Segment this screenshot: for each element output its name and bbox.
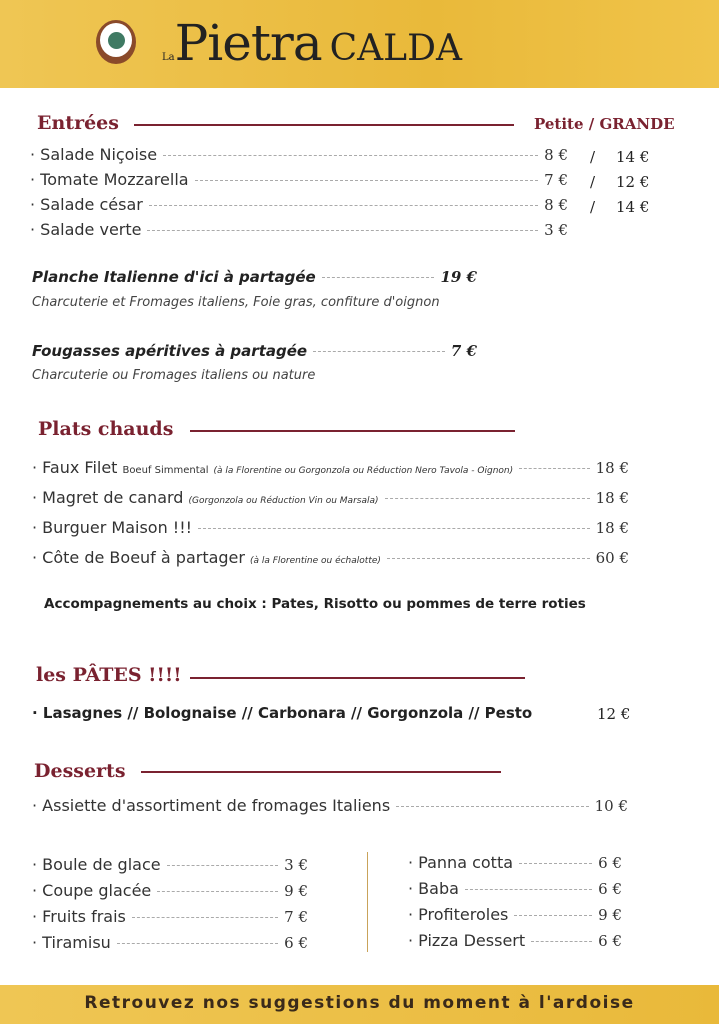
- item-price: 6 €: [284, 934, 308, 952]
- item-name: · Tomate Mozzarella: [30, 170, 189, 189]
- brand-title: [162, 14, 462, 72]
- brand-sub: CALDA: [329, 28, 462, 69]
- dessert-item: [408, 931, 622, 950]
- dotted-leader: [198, 528, 590, 529]
- section-title-entrees: Entrées: [37, 112, 119, 134]
- item-note: (à la Florentine ou Gorgonzola ou Réduction Nero Tavola - Oignon): [213, 466, 514, 476]
- dessert-item: [32, 907, 308, 926]
- item-price: 3 €: [284, 856, 308, 874]
- item-price: 18 €: [595, 519, 629, 537]
- item-name: · Fruits frais: [32, 907, 126, 926]
- dotted-leader: [167, 865, 279, 866]
- item-name: · Côte de Boeuf à partager: [32, 548, 245, 567]
- item-name: · Pizza Dessert: [408, 931, 526, 950]
- price-grande: 14 €: [616, 148, 650, 166]
- pates-list: · Lasagnes // Bolognaise // Carbonara // Gorgonzola // Pesto: [32, 704, 533, 722]
- menu-item: [32, 488, 629, 507]
- item-name: · Boule de glace: [32, 855, 161, 874]
- dessert-item: [408, 879, 622, 898]
- size-separator: /: [590, 198, 596, 216]
- price-grande: 14 €: [616, 198, 650, 216]
- dotted-leader: [157, 891, 278, 892]
- item-price: 9 €: [284, 882, 308, 900]
- dotted-leader: [385, 498, 590, 499]
- item-name: · Baba: [408, 879, 459, 898]
- dotted-leader: [195, 180, 539, 181]
- pates-price: 12 €: [597, 705, 631, 723]
- menu-item: [30, 145, 568, 164]
- footer-banner: Retrouvez nos suggestions du moment à l'ardoise: [0, 985, 719, 1024]
- price-petite: 8 €: [544, 146, 568, 164]
- fougasses-description: Charcuterie ou Fromages italiens ou nature: [32, 368, 316, 383]
- dessert-item: [408, 905, 622, 924]
- item-name: · Panna cotta: [408, 853, 514, 872]
- menu-item: [30, 170, 568, 189]
- brand-prefix: La: [162, 52, 175, 63]
- column-divider: [367, 852, 368, 952]
- dotted-leader: [147, 230, 538, 231]
- price-petite: 8 €: [544, 196, 568, 214]
- planche-item: Planche Italienne d'ici à partagée 19 €: [32, 268, 477, 286]
- dessert-item: [32, 855, 308, 874]
- dotted-leader: [149, 205, 538, 206]
- section-title-plats: Plats chauds: [38, 418, 174, 440]
- divider: [141, 771, 501, 773]
- section-title-pates: les PÂTES !!!!: [36, 664, 182, 686]
- item-extra: Boeuf Simmental: [122, 465, 209, 476]
- item-price: 6 €: [598, 854, 622, 872]
- fougasses-item: Fougasses apéritives à partagée 7 €: [32, 342, 477, 360]
- dotted-leader: [531, 941, 592, 942]
- item-name: · Magret de canard: [32, 488, 184, 507]
- item-name: · Salade Niçoise: [30, 145, 158, 164]
- dotted-leader: [387, 558, 590, 559]
- dotted-leader: [163, 155, 538, 156]
- item-price: 6 €: [598, 932, 622, 950]
- menu-item: [30, 195, 568, 214]
- dotted-leader: [117, 943, 278, 944]
- dotted-leader: [514, 915, 592, 916]
- divider: [190, 430, 515, 432]
- dotted-leader: [465, 889, 592, 890]
- planche-description: Charcuterie et Fromages italiens, Foie gras, confiture d'oignon: [32, 295, 440, 310]
- dessert-item: [32, 881, 308, 900]
- logo-icon: [96, 20, 136, 64]
- item-name: · Tiramisu: [32, 933, 111, 952]
- dotted-leader: [132, 917, 278, 918]
- dessert-item: [32, 933, 308, 952]
- dessert-item: [408, 853, 622, 872]
- item-name: · Burguer Maison !!!: [32, 518, 193, 537]
- item-price: 18 €: [595, 489, 629, 507]
- item-name: · Salade verte: [30, 220, 142, 239]
- menu-item: [32, 518, 629, 537]
- item-price: 18 €: [595, 459, 629, 477]
- dotted-leader: [519, 468, 589, 469]
- item-name: · Profiteroles: [408, 905, 509, 924]
- dotted-leader: [519, 863, 592, 864]
- dessert-cheese: · Assiette d'assortiment de fromages Italiens 10 €: [32, 796, 628, 815]
- accompaniments-note: Accompagnements au choix : Pates, Risotto ou pommes de terre roties: [44, 596, 586, 612]
- divider: [134, 124, 514, 126]
- menu-item: [32, 548, 629, 567]
- item-name: · Faux Filet: [32, 458, 118, 477]
- section-title-desserts: Desserts: [34, 760, 126, 782]
- menu-item: [30, 220, 568, 239]
- price-grande: 12 €: [616, 173, 650, 191]
- item-name: · Coupe glacée: [32, 881, 152, 900]
- divider: [190, 677, 525, 679]
- size-separator: /: [590, 148, 596, 166]
- header-banner: [0, 0, 719, 88]
- column-headers: Petite / GRANDE: [534, 115, 675, 133]
- item-note: (Gorgonzola ou Réduction Vin ou Marsala): [188, 496, 379, 506]
- size-separator: /: [590, 173, 596, 191]
- item-price: 60 €: [595, 549, 629, 567]
- item-price: 6 €: [598, 880, 622, 898]
- brand-main: Pietra: [174, 14, 322, 72]
- price-petite: 3 €: [544, 221, 568, 239]
- item-price: 7 €: [284, 908, 308, 926]
- item-price: 9 €: [598, 906, 622, 924]
- price-petite: 7 €: [544, 171, 568, 189]
- item-name: · Salade césar: [30, 195, 143, 214]
- menu-item: [32, 458, 629, 477]
- item-note: (à la Florentine ou échalotte): [249, 556, 381, 566]
